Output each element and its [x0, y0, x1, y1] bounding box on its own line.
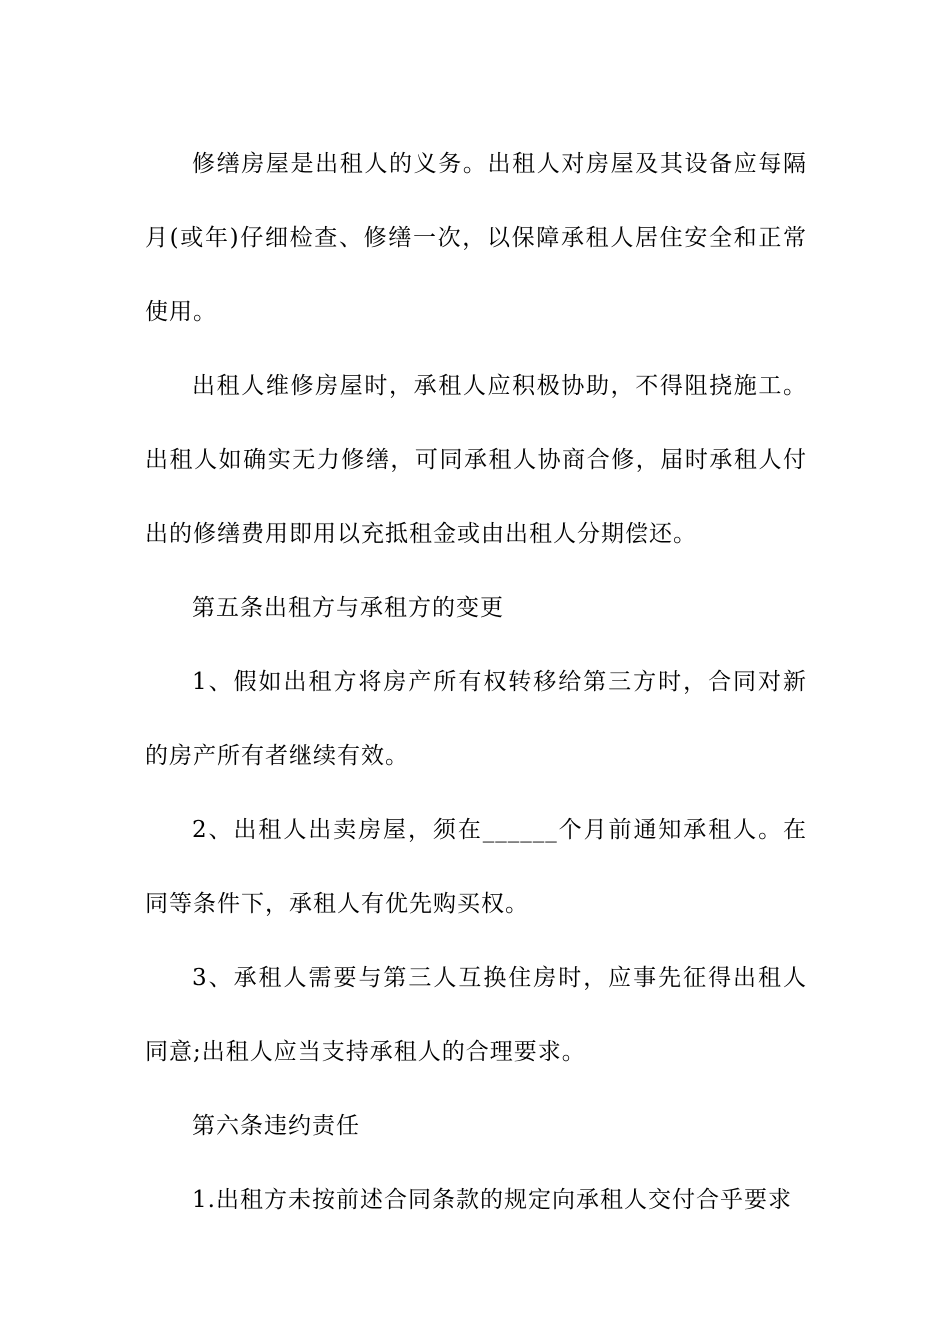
section-heading-article-5: 第五条出租方与承租方的变更: [192, 595, 504, 621]
document-body: [145, 127, 807, 1237]
paragraph-clause-6-1: 1.出租方未按前述合同条款的规定向承租人交付合乎要求: [192, 1187, 792, 1213]
paragraph-clause-5-3: 3、承租人需要与第三人互换住房时，应事先征得出租人同意;出租人应当支持承租人的合理要求。: [145, 965, 807, 1065]
paragraph-clause-5-2: 2、出租人出卖房屋，须在______个月前通知承租人。在同等条件下，承租人有优先购买权。: [145, 817, 807, 917]
paragraph-clause-5-1: 1、假如出租方将房产所有权转移给第三方时，合同对新的房产所有者继续有效。: [145, 669, 807, 769]
section-heading-article-6: 第六条违约责任: [192, 1113, 360, 1139]
paragraph-repair-cooperation: 出租人维修房屋时，承租人应积极协助，不得阻挠施工。出租人如确实无力修缮，可同承租人协商合修，届时承租人付出的修缮费用即用以充抵租金或由出租人分期偿还。: [145, 373, 807, 547]
paragraph-repair-duty: 修缮房屋是出租人的义务。出租人对房屋及其设备应每隔月(或年)仔细检查、修缮一次，以保障承租人居住安全和正常使用。: [145, 151, 807, 325]
